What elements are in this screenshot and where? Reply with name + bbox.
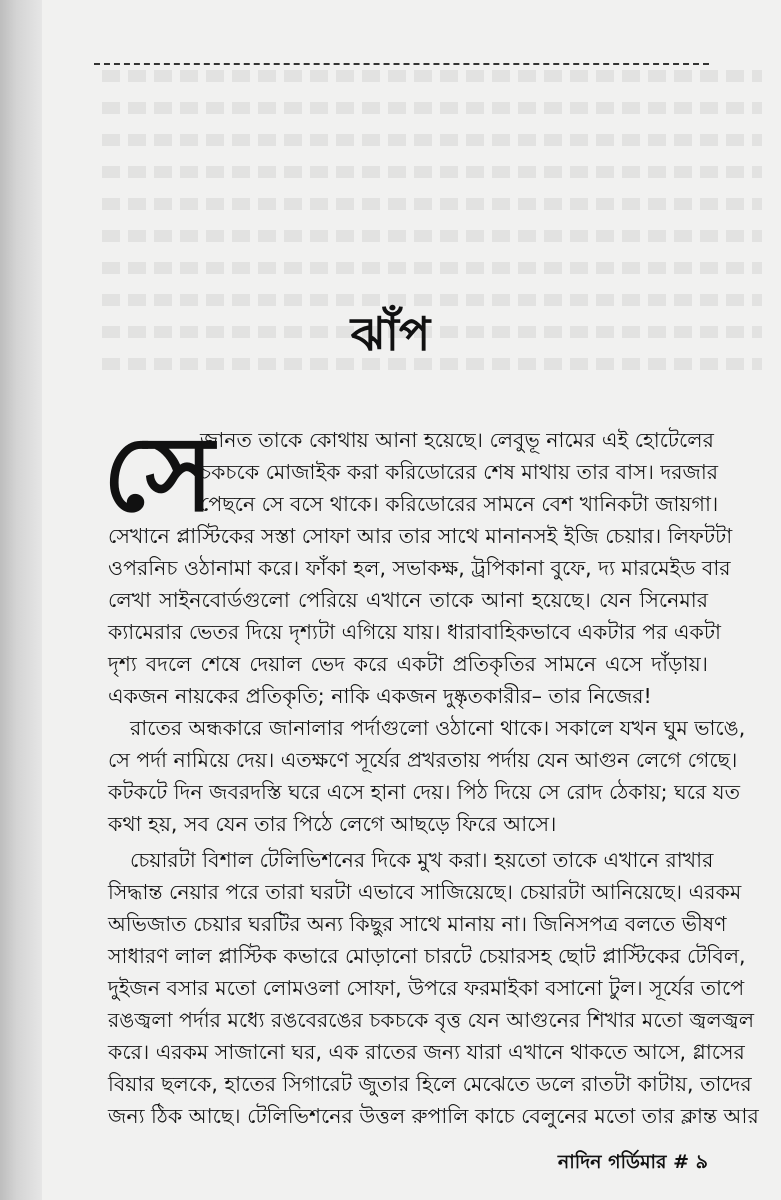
text-line: জন্য ঠিক আছে। টেলিভিশনের উত্তল রুপালি কাচে বেলুনের মতো তার ক্লান্ত আর [108,1104,759,1128]
text-line: অভিজাত চেয়ার ঘরটির অন্য কিছুর সাথে মানায় না। জিনিসপত্র বলতে ভীষণ [108,912,727,936]
book-spine-shadow [0,0,42,1200]
text-line: কথা হয়, সব যেন তার পিঠে লেগে আছড়ে ফিরে আসে। [108,812,557,836]
text-line: লেখা সাইনবোর্ডগুলো পেরিয়ে এখানে তাকে আনা হয়েছে। যেন সিনেমার [108,588,708,612]
top-dashed-rule [94,63,709,65]
text-line: দৃশ্য বদলে শেষে দেয়াল ভেদ করে একটা প্রতিকৃতির সামনে এসে দাঁড়ায়। [108,652,708,676]
text-line: জানত তাকে কোথায় আনা হয়েছে। লেবুভূ নামের এই হোটেলের [200,428,714,452]
text-line: চকচকে মোজাইক করা করিডোরের শেষ মাথায় তার বাস। দরজার [200,460,719,484]
page-footer: নাদিন গর্ডিমার # ৯ [557,1151,708,1173]
text-line: দুইজন বসার মতো লোমওলা সোফা, উপরে ফরমাইকা বসানো টুল। সূর্যের তাপে [108,976,745,1000]
text-line: করে। এরকম সাজানো ঘর, এক রাতের জন্য যারা এখানে থাকতে আসে, গ্লাসের [108,1040,745,1064]
text-line: সাধারণ লাল প্লাস্টিক কভারে মোড়ানো চারটে চেয়ারসহ ছোট প্লাস্টিকের টেবিল, [108,944,746,968]
text-line: রাতের অন্ধকারে জানালার পর্দাগুলো ওঠানো থাকে। সকালে যখন ঘুম ভাঙে, [130,716,746,740]
drop-cap: সে [103,413,214,535]
text-line: ওপরনিচ ওঠানামা করে। ফাঁকা হল, সভাকক্ষ, ট্রপিকানা বুফে, দ্য মারমেইড বার [108,556,731,580]
text-line: সেখানে প্লাস্টিকের সস্তা সোফা আর তার সাথে মানানসই ইজি চেয়ার। লিফটটা [108,524,733,548]
text-line: রঙজ্বলা পর্দার মধ্যে রঙবেরঙের চকচকে বৃত্ত যেন আগুনের শিখার মতো জ্বলজ্বল [108,1008,754,1032]
text-line: ক্যামেরার ভেতর দিয়ে দৃশ্যটা এগিয়ে যায়। ধারাবাহিকভাবে একটার পর একটা [108,620,721,644]
text-line: পেছনে সে বসে থাকে। করিডোরের সামনে বেশ খানিকটা জায়গা। [200,492,719,516]
text-line: সে পর্দা নামিয়ে দেয়। এতক্ষণে সূর্যের প্রখরতায় পর্দায় যেন আগুন লেগে গেছে। [108,748,738,772]
chapter-title: ঝাঁপ [350,307,431,361]
text-line: একজন নায়কের প্রতিকৃতি; নাকি একজন দুষ্কৃতকারীর– তার নিজের! [108,684,652,708]
text-line: কটকটে দিন জবরদস্তি ঘরে এসে হানা দেয়। পিঠ দিয়ে সে রোদ ঠেকায়; ঘরে যত [108,780,740,804]
text-line: বিয়ার ছলকে, হাতের সিগারেট জুতার হিলে মেঝেতে ডলে রাতটা কাটায়, তাদের [108,1072,752,1096]
text-line: চেয়ারটা বিশাল টেলিভিশনের দিকে মুখ করা। হয়তো তাকে এখানে রাখার [130,848,714,872]
text-line: সিদ্ধান্ত নেয়ার পরে তারা ঘরটা এভাবে সাজিয়েছে। চেয়ারটা আনিয়েছে। এরকম [108,880,742,904]
